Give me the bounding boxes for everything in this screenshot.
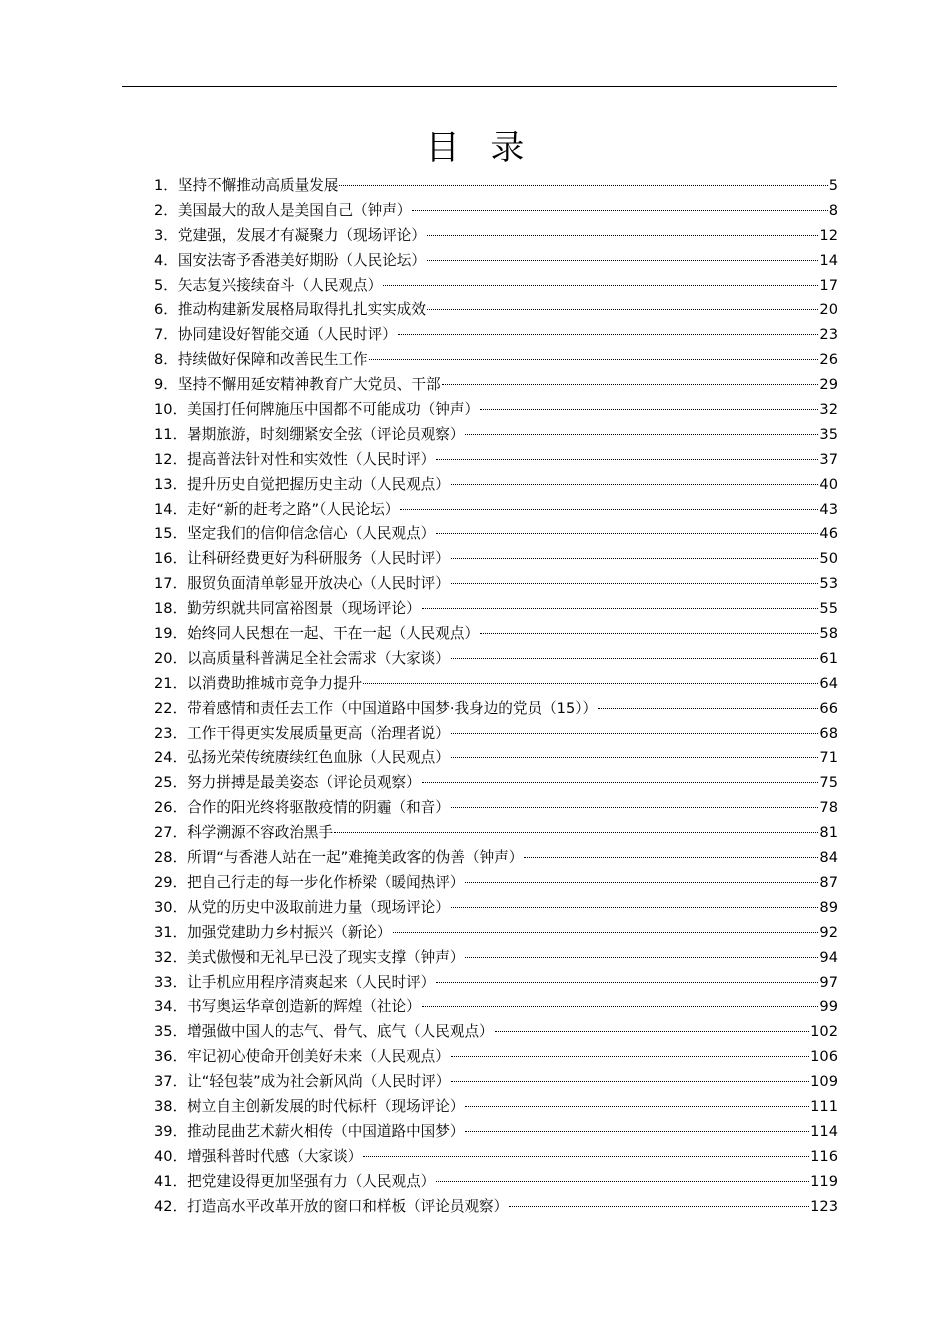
toc-entry-title: 努力拼搏是最美姿态（评论员观察）	[187, 774, 421, 792]
toc-entry-number: 4．	[154, 251, 178, 269]
toc-dot-leader	[598, 708, 818, 709]
toc-entry-title: 工作干得更实发展质量更高（治理者说）	[187, 724, 450, 742]
toc-dot-leader	[436, 533, 818, 534]
toc-dot-leader	[363, 1156, 809, 1157]
toc-dot-leader	[436, 982, 818, 983]
toc-entry-title: 把自己行走的每一步化作桥梁（暖闻热评）	[187, 873, 465, 891]
toc-dot-leader	[451, 1081, 809, 1082]
toc-entry-title: 科学溯源不容政治黑手	[187, 824, 334, 842]
toc-entry[interactable]	[154, 971, 838, 996]
toc-dot-leader	[427, 309, 818, 310]
toc-entry-page-number: 20	[819, 301, 838, 319]
toc-entry-title: 推动昆曲艺术薪火相传（中国道路中国梦）	[187, 1122, 465, 1140]
toc-entry-title: 增强科普时代感（大家谈）	[187, 1147, 363, 1165]
toc-entry-page-number: 84	[819, 849, 838, 867]
toc-entry-page-number: 89	[819, 898, 838, 916]
toc-entry-number: 20．	[154, 649, 188, 667]
toc-entry[interactable]	[154, 1045, 838, 1070]
toc-entry[interactable]	[154, 846, 838, 871]
toc-entry-number: 31．	[154, 923, 188, 941]
toc-entry[interactable]	[154, 423, 838, 448]
toc-dot-leader	[398, 334, 819, 335]
toc-dot-leader	[334, 832, 818, 833]
toc-entry-page-number: 119	[810, 1172, 838, 1190]
toc-entry-page-number: 64	[819, 674, 838, 692]
toc-entry-title: 走好“新的赶考之路”（人民论坛）	[187, 500, 400, 518]
toc-dot-leader	[412, 210, 827, 211]
toc-dot-leader	[451, 484, 819, 485]
toc-entry-page-number: 109	[810, 1073, 838, 1091]
toc-entry-title: 美式傲慢和无礼早已没了现实支撑（钟声）	[187, 948, 465, 966]
toc-entry-page-number: 40	[819, 475, 838, 493]
toc-dot-leader	[422, 782, 819, 783]
header-rule	[122, 86, 837, 87]
toc-entry-page-number: 29	[819, 376, 838, 394]
toc-entry-page-number: 94	[819, 948, 838, 966]
toc-entry-page-number: 97	[819, 973, 838, 991]
toc-entry-page-number: 123	[810, 1197, 838, 1215]
toc-dot-leader	[436, 1181, 809, 1182]
toc-entry-number: 36．	[154, 1048, 188, 1066]
toc-dot-leader	[363, 683, 818, 684]
toc-entry[interactable]	[154, 547, 838, 572]
toc-entry-number: 9．	[154, 376, 178, 394]
toc-entry-number: 10．	[154, 401, 188, 419]
toc-entry-title: 服贸负面清单彰显开放决心（人民时评）	[187, 575, 450, 593]
toc-entry[interactable]	[154, 448, 838, 473]
toc-entry-number: 2．	[154, 201, 178, 219]
toc-entry-number: 6．	[154, 301, 178, 319]
toc-entry-title: 暑期旅游，时刻绷紧安全弦（评论员观察）	[187, 425, 465, 443]
toc-entry-title: 始终同人民想在一起、干在一起（人民观点）	[187, 625, 480, 643]
toc-entry-number: 25．	[154, 774, 188, 792]
toc-entry-number: 1．	[154, 177, 178, 194]
toc-entry-title: 从党的历史中汲取前进力量（现场评论）	[187, 898, 450, 916]
toc-dot-leader	[465, 1106, 809, 1107]
toc-entry-page-number: 81	[819, 824, 838, 842]
toc-entry-number: 26．	[154, 799, 188, 817]
toc-entry-page-number: 58	[819, 625, 838, 643]
toc-entry-number: 38．	[154, 1097, 188, 1115]
toc-entry[interactable]	[154, 746, 838, 771]
toc-entry-title: 合作的阳光终将驱散疫情的阴霾（和音）	[187, 799, 450, 817]
toc-entry[interactable]	[154, 1095, 838, 1120]
toc-entry[interactable]	[154, 1195, 838, 1220]
toc-entry[interactable]	[154, 722, 838, 747]
toc-entry-page-number: 111	[810, 1097, 838, 1115]
toc-entry[interactable]	[154, 622, 838, 647]
toc-entry-title: 美国最大的敌人是美国自己（钟声）	[177, 201, 412, 219]
toc-entry-number: 39．	[154, 1122, 188, 1140]
toc-dot-leader	[465, 1131, 809, 1132]
toc-dot-leader	[422, 1006, 819, 1007]
toc-entry-number: 14．	[154, 500, 188, 518]
toc-entry-page-number: 5	[828, 177, 838, 194]
toc-dot-leader	[422, 608, 819, 609]
toc-dot-leader	[427, 235, 818, 236]
toc-entry-page-number: 8	[828, 201, 838, 219]
toc-entry-page-number: 43	[819, 500, 838, 518]
toc-entry-page-number: 102	[810, 1023, 838, 1041]
toc-entry-title: 提高普法针对性和实效性（人民时评）	[187, 450, 436, 468]
toc-entry[interactable]	[154, 821, 838, 846]
toc-list	[154, 174, 838, 1219]
toc-entry[interactable]	[154, 274, 838, 299]
toc-entry-number: 8．	[154, 351, 178, 369]
toc-entry-number: 13．	[154, 475, 188, 493]
toc-entry[interactable]	[154, 572, 838, 597]
toc-entry-page-number: 61	[819, 649, 838, 667]
toc-dot-leader	[451, 733, 819, 734]
toc-entry-title: 矢志复兴接续奋斗（人民观点）	[177, 276, 383, 294]
toc-entry[interactable]	[154, 995, 838, 1020]
toc-entry-page-number: 32	[819, 401, 838, 419]
toc-entry-title: 党建强，发展才有凝聚力（现场评论）	[177, 226, 426, 244]
toc-dot-leader	[465, 882, 818, 883]
toc-entry-page-number: 78	[819, 799, 838, 817]
toc-entry[interactable]	[154, 921, 838, 946]
toc-entry-number: 23．	[154, 724, 188, 742]
toc-entry-page-number: 17	[819, 276, 838, 294]
toc-entry-number: 12．	[154, 450, 188, 468]
toc-entry-title: 提升历史自觉把握历史主动（人民观点）	[187, 475, 450, 493]
toc-entry-title: 持续做好保障和改善民生工作	[177, 351, 368, 369]
toc-entry-number: 18．	[154, 600, 188, 618]
toc-dot-leader	[442, 384, 819, 385]
toc-entry[interactable]	[154, 348, 838, 373]
toc-entry-page-number: 53	[819, 575, 838, 593]
toc-entry-title: 勤劳织就共同富裕图景（现场评论）	[187, 600, 421, 618]
toc-entry-number: 27．	[154, 824, 188, 842]
toc-entry-title: 书写奥运华章创造新的辉煌（社论）	[187, 998, 421, 1016]
toc-entry[interactable]	[154, 174, 838, 199]
toc-entry-title: 坚定我们的信仰信念信心（人民观点）	[187, 525, 436, 543]
toc-dot-leader	[393, 932, 819, 933]
toc-entry[interactable]	[154, 522, 838, 547]
toc-entry-number: 16．	[154, 550, 188, 568]
toc-entry-number: 41．	[154, 1172, 188, 1190]
toc-entry[interactable]	[154, 398, 838, 423]
toc-entry-title: 以高质量科普满足全社会需求（大家谈）	[187, 649, 450, 667]
toc-entry-number: 33．	[154, 973, 188, 991]
toc-entry-number: 3．	[154, 226, 178, 244]
toc-entry[interactable]	[154, 647, 838, 672]
toc-dot-leader	[465, 957, 818, 958]
toc-entry-number: 40．	[154, 1147, 188, 1165]
toc-dot-leader	[451, 807, 819, 808]
toc-entry[interactable]	[154, 199, 838, 224]
toc-entry-number: 21．	[154, 674, 188, 692]
toc-entry-page-number: 106	[810, 1048, 838, 1066]
toc-dot-leader	[451, 658, 819, 659]
toc-entry-title: 打造高水平改革开放的窗口和样板（评论员观察）	[187, 1197, 509, 1215]
toc-dot-leader	[436, 459, 818, 460]
toc-entry-page-number: 75	[819, 774, 838, 792]
toc-entry-title: 让手机应用程序清爽起来（人民时评）	[187, 973, 436, 991]
toc-entry-page-number: 37	[819, 450, 838, 468]
toc-entry-title: 弘扬光荣传统赓续红色血脉（人民观点）	[187, 749, 450, 767]
toc-entry-number: 29．	[154, 873, 188, 891]
toc-entry-title: 协同建设好智能交通（人民时评）	[177, 326, 397, 344]
toc-entry-page-number: 14	[819, 251, 838, 269]
toc-entry-page-number: 66	[819, 699, 838, 717]
toc-dot-leader	[480, 633, 818, 634]
toc-entry[interactable]	[154, 1145, 838, 1170]
toc-entry[interactable]	[154, 946, 838, 971]
toc-entry-page-number: 35	[819, 425, 838, 443]
toc-entry[interactable]	[154, 672, 838, 697]
toc-entry[interactable]	[154, 249, 838, 274]
toc-entry-title: 所谓“与香港人站在一起”难掩美政客的伪善（钟声）	[187, 849, 524, 867]
toc-entry[interactable]	[154, 796, 838, 821]
toc-entry-number: 24．	[154, 749, 188, 767]
toc-entry-page-number: 26	[819, 351, 838, 369]
toc-entry-title: 坚持不懈用延安精神教育广大党员、干部	[177, 376, 441, 394]
toc-entry-number: 32．	[154, 948, 188, 966]
toc-entry[interactable]	[154, 697, 838, 722]
toc-dot-leader	[383, 285, 818, 286]
toc-entry-title: 美国打任何牌施压中国都不可能成功（钟声）	[187, 401, 480, 419]
toc-entry-page-number: 114	[810, 1122, 838, 1140]
toc-entry-title: 牢记初心使命开创美好未来（人民观点）	[187, 1048, 450, 1066]
toc-dot-leader	[339, 185, 827, 186]
toc-entry-title: 加强党建助力乡村振兴（新论）	[187, 923, 392, 941]
toc-entry[interactable]	[154, 1120, 838, 1145]
toc-dot-leader	[465, 434, 818, 435]
toc-dot-leader	[451, 907, 819, 908]
toc-entry[interactable]	[154, 323, 838, 348]
toc-entry-page-number: 87	[819, 873, 838, 891]
toc-entry-number: 42．	[154, 1197, 188, 1215]
toc-dot-leader	[495, 1031, 809, 1032]
toc-entry-page-number: 23	[819, 326, 838, 344]
toc-entry[interactable]	[154, 1020, 838, 1045]
toc-dot-leader	[524, 857, 818, 858]
toc-entry-page-number: 12	[819, 226, 838, 244]
toc-entry[interactable]	[154, 871, 838, 896]
toc-entry-number: 28．	[154, 849, 188, 867]
toc-dot-leader	[451, 757, 819, 758]
toc-entry-page-number: 55	[819, 600, 838, 618]
toc-entry-page-number: 116	[810, 1147, 838, 1165]
toc-entry-number: 22．	[154, 699, 188, 717]
toc-entry-number: 15．	[154, 525, 188, 543]
toc-entry[interactable]	[154, 298, 838, 323]
toc-entry-title: 树立自主创新发展的时代标杆（现场评论）	[187, 1097, 465, 1115]
toc-entry[interactable]	[154, 373, 838, 398]
toc-entry-title: 让“轻包装”成为社会新风尚（人民时评）	[187, 1073, 451, 1091]
toc-dot-leader	[451, 583, 819, 584]
toc-entry-title: 带着感情和责任去工作（中国道路中国梦·我身边的党员（15））	[187, 699, 598, 717]
toc-dot-leader	[451, 558, 819, 559]
toc-entry-page-number: 46	[819, 525, 838, 543]
toc-entry-title: 推动构建新发展格局取得扎扎实实成效	[177, 301, 426, 319]
toc-title: 目 录	[425, 128, 535, 168]
toc-entry[interactable]	[154, 597, 838, 622]
toc-dot-leader	[451, 1056, 809, 1057]
toc-dot-leader	[509, 1206, 809, 1207]
toc-dot-leader	[369, 359, 819, 360]
toc-entry[interactable]	[154, 498, 838, 523]
toc-entry-number: 30．	[154, 898, 188, 916]
toc-entry-title: 以消费助推城市竞争力提升	[187, 674, 363, 692]
toc-entry-number: 19．	[154, 625, 188, 643]
toc-entry-page-number: 50	[819, 550, 838, 568]
toc-entry[interactable]	[154, 1170, 838, 1195]
toc-entry-number: 11．	[154, 425, 188, 443]
toc-entry-number: 37．	[154, 1073, 188, 1091]
toc-entry-title: 坚持不懈推动高质量发展	[177, 177, 339, 194]
toc-entry-number: 35．	[154, 1023, 188, 1041]
toc-entry-page-number: 68	[819, 724, 838, 742]
toc-entry-number: 17．	[154, 575, 188, 593]
toc-entry-number: 34．	[154, 998, 188, 1016]
toc-dot-leader	[400, 509, 818, 510]
toc-entry-number: 5．	[154, 276, 178, 294]
toc-entry-title: 把党建设得更加坚强有力（人民观点）	[187, 1172, 436, 1190]
toc-entry-title: 国安法寄予香港美好期盼（人民论坛）	[177, 251, 426, 269]
toc-entry[interactable]	[154, 771, 838, 796]
toc-entry-page-number: 92	[819, 923, 838, 941]
toc-entry-title: 增强做中国人的志气、骨气、底气（人民观点）	[187, 1023, 494, 1041]
toc-dot-leader	[427, 260, 818, 261]
toc-entry-page-number: 99	[819, 998, 838, 1016]
toc-entry-page-number: 71	[819, 749, 838, 767]
toc-dot-leader	[480, 409, 818, 410]
toc-entry[interactable]	[154, 473, 838, 498]
toc-entry[interactable]	[154, 1070, 838, 1095]
toc-entry[interactable]	[154, 224, 838, 249]
toc-entry[interactable]	[154, 896, 838, 921]
toc-entry-title: 让科研经费更好为科研服务（人民时评）	[187, 550, 450, 568]
toc-entry-number: 7．	[154, 326, 178, 344]
